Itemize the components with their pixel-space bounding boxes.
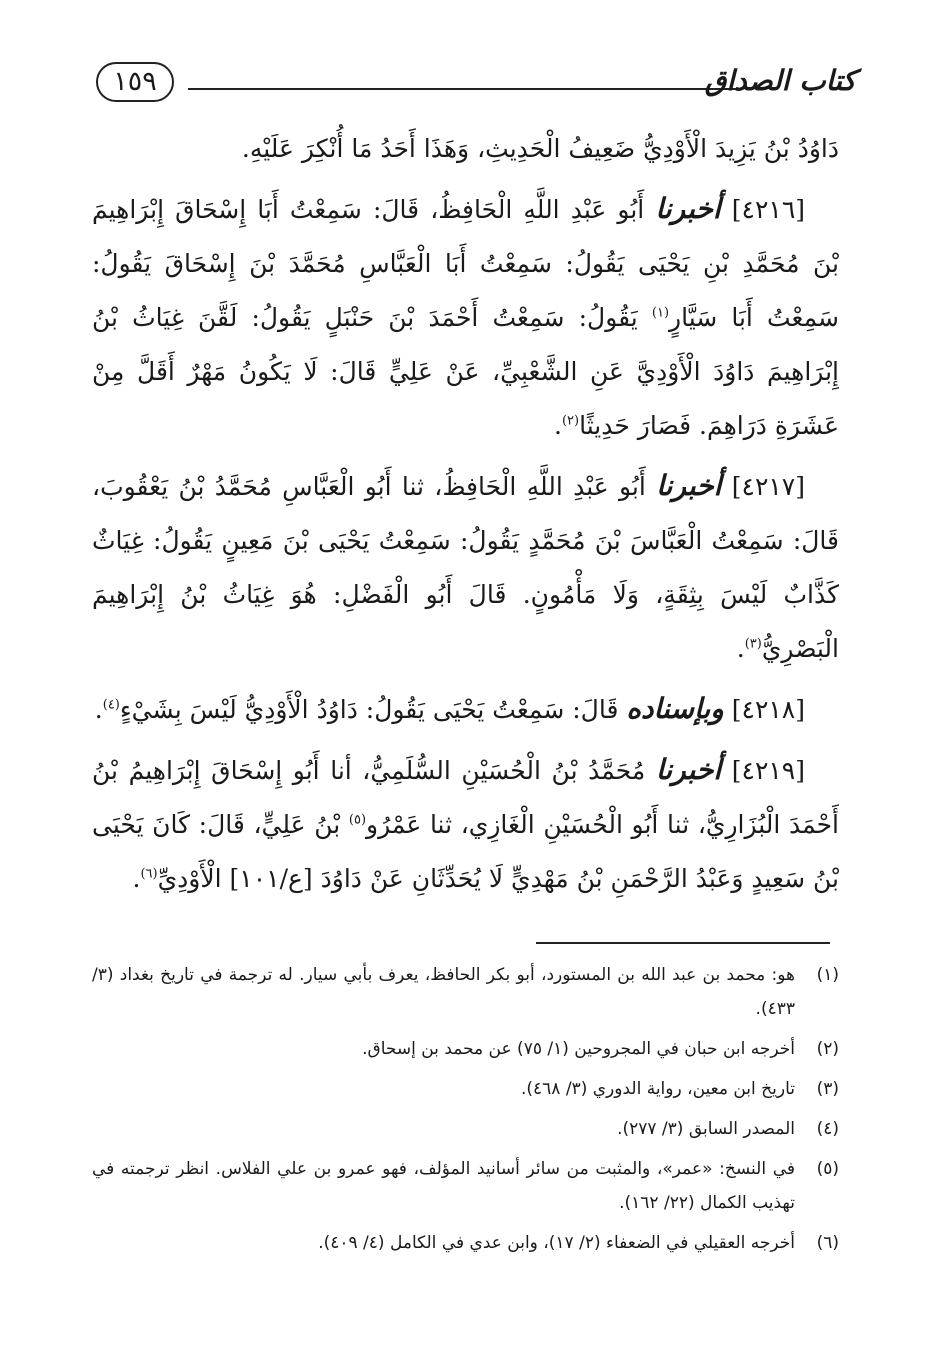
footnote-5 [92, 1152, 839, 1220]
sentence-end: . [132, 864, 141, 893]
hadith-text: أَبُو عَبْدِ اللَّهِ الْحَافِظُ، قَالَ: سَمِعْتُ أَبَا إِسْحَاقَ إِبْرَاهِيمَ بْنَ مُحَمَّدِ بْنِ يَحْيَى يَقُولُ: سَمِعْتُ أَبَا الْعَبَّاسِ مُحَمَّدَ بْنَ إِسْحَاقَ يَقُولُ: سَمِعْتُ أَبَا سَيَّارٍ [92, 195, 839, 332]
hadith-4219 [92, 743, 839, 906]
paragraph-text: دَاوُدُ بْنُ يَزِيدَ الْأَوْدِيُّ ضَعِيفُ الْحَدِيثِ، وَهَذَا أَحَدُ مَا أُنْكِرَ عَلَيْهِ. [241, 134, 839, 163]
footnote-6 [92, 1226, 839, 1260]
hadith-number: [٤٢١٨] [731, 695, 805, 724]
footnote-number: (٥) [816, 1159, 839, 1179]
footnote-number: (١) [816, 965, 839, 985]
header-rule [188, 88, 738, 90]
main-text [92, 122, 839, 906]
footnote-ref-4[interactable]: (٤) [102, 697, 120, 713]
footnote-text: هو: محمد بن عبد الله بن المستورد، أبو بكر الحافظ، يعرف بأبي سيار. له ترجمة في تاريخ بغداد (٣/ ٤٣٣). [92, 965, 795, 1019]
footnotes [92, 958, 839, 1266]
hadith-text: مُحَمَّدُ بْنُ الْحُسَيْنِ السُّلَمِيُّ، أنا أَبُو إِسْحَاقَ إِبْرَاهِيمُ بْنُ أَحْمَدَ الْبُزَارِيُّ، ثنا أَبُو الْحُسَيْنِ الْغَازِي، ثنا عَمْرُو [92, 756, 840, 839]
footnote-text: المصدر السابق (٣/ ٢٧٧). [617, 1119, 795, 1139]
page-number: ١٥٩ [96, 62, 174, 102]
paragraph-continuation [92, 122, 839, 176]
footnote-ref-1[interactable]: (١) [651, 305, 670, 321]
hadith-opener: أخبرنا [655, 192, 721, 225]
hadith-number: [٤٢١٩] [731, 756, 805, 785]
hadith-text: أَبُو عَبْدِ اللَّهِ الْحَافِظُ، ثنا أَبُو الْعَبَّاسِ مُحَمَّدُ بْنُ يَعْقُوبَ، قَالَ: سَمِعْتُ الْعَبَّاسَ بْنَ مُحَمَّدٍ يَقُولُ: سَمِعْتُ يَحْيَى بْنَ مَعِينٍ يَقُولُ: غِيَاثٌ كَذَّابٌ لَيْسَ بِثِقَةٍ، وَلَا مَأْمُونٍ. قَالَ أَبُو الْفَضْلِ: هُوَ غِيَاثُ بْنُ إِبْرَاهِيمَ الْبَصْرِيُّ [92, 472, 839, 663]
hadith-number: [٤٢١٦] [731, 195, 806, 224]
hadith-opener: وبإسناده [626, 692, 724, 725]
footnote-1 [92, 958, 839, 1026]
hadith-text: يَقُولُ: سَمِعْتُ أَحْمَدَ بْنَ حَنْبَلٍ يَقُولُ: لَقَّنَ غِيَاثُ بْنُ إِبْرَاهِيمَ دَاوُدَ الْأَوْدِيَّ عَنِ الشَّعْبِيِّ، عَنْ عَلِيٍّ قَالَ: لَا يَكُونُ مَهْرٌ أَقَلَّ مِنْ عَشَرَةِ دَرَاهِمَ. فَصَارَ حَدِيثًا [92, 303, 839, 440]
footnote-separator [536, 942, 830, 944]
hadith-number: [٤٢١٧] [731, 472, 805, 501]
footnote-number: (٤) [816, 1119, 839, 1139]
hadith-opener: أخبرنا [656, 469, 722, 502]
hadith-text: الْأَوْدِيِّ [157, 864, 222, 893]
footnote-ref-5[interactable]: (٥) [348, 812, 367, 828]
footnote-number: (٦) [816, 1233, 839, 1253]
footnote-ref-6[interactable]: (٦) [140, 866, 158, 882]
footnote-text: في النسخ: «عمر»، والمثبت من سائر أسانيد المؤلف، فهو عمرو بن علي الفلاس. انظر ترجمته في تهذيب الكمال (٢٢/ ١٦٢). [92, 1159, 795, 1213]
footnote-number: (٣) [816, 1079, 839, 1099]
footnote-number: (٢) [816, 1039, 839, 1059]
book-title: كتاب الصداق [704, 64, 856, 97]
manuscript-marker: [ع/١٠١] [229, 864, 313, 893]
footnote-ref-3[interactable]: (٣) [744, 636, 762, 652]
footnote-text: تاريخ ابن معين، رواية الدوري (٣/ ٤٦٨). [520, 1079, 795, 1099]
sentence-end: . [94, 695, 103, 724]
sentence-end: . [736, 634, 745, 663]
hadith-text: قَالَ: سَمِعْتُ يَحْيَى يَقُولُ: دَاوُدُ الْأَوْدِيُّ لَيْسَ بِشَيْءٍ [119, 695, 619, 724]
page-header [96, 62, 856, 108]
hadith-4218 [92, 682, 839, 737]
sentence-end: . [554, 411, 562, 440]
hadith-4216 [92, 182, 839, 453]
hadith-opener: أخبرنا [655, 753, 722, 786]
footnote-text: أخرجه ابن حبان في المجروحين (١/ ٧٥) عن محمد بن إسحاق. [362, 1039, 795, 1059]
hadith-4217 [92, 459, 839, 676]
footnote-text: أخرجه العقيلي في الضعفاء (٢/ ١٧)، وابن عدي في الكامل (٤/ ٤٠٩). [318, 1233, 795, 1253]
footnote-ref-2[interactable]: (٢) [561, 413, 580, 429]
footnote-4 [92, 1112, 839, 1146]
footnote-3 [92, 1072, 839, 1106]
footnote-2 [92, 1032, 839, 1066]
hadith-text: بْنُ عَلِيٍّ، قَالَ: كَانَ يَحْيَى بْنُ سَعِيدٍ وَعَبْدُ الرَّحْمَنِ بْنُ مَهْدِيٍّ لَا يُحَدِّثَانِ عَنْ دَاوُدَ [92, 810, 839, 893]
